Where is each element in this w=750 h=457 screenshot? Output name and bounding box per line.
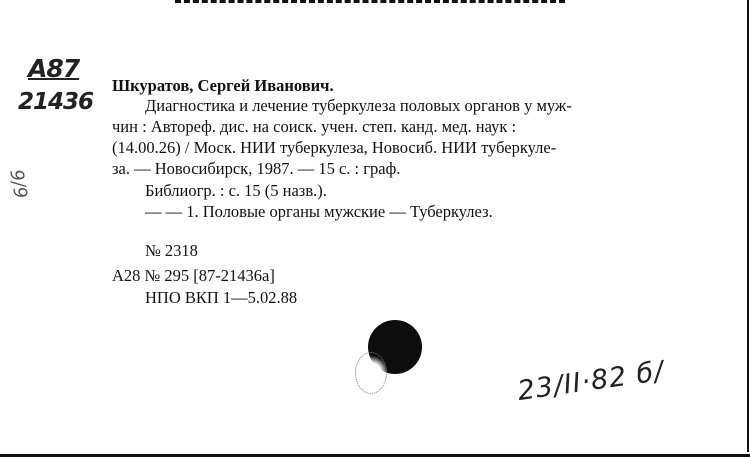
handwritten-date-signature: 23/II·82 б/ <box>515 355 667 407</box>
entry-reference-line: НПО ВКП 1—5.02.88 <box>145 288 298 307</box>
entry-subject-line: — — 1. Половые органы мужские — Туберкулез. <box>145 202 493 221</box>
entry-title-line: чин : Автореф. дис. на соиск. учен. степ. канд. мед. наук : <box>112 117 517 136</box>
handwritten-shelf-mark: A87 <box>28 54 80 83</box>
entry-publication-line: за. — Новосибирск, 1987. — 15 с. : граф. <box>112 159 401 178</box>
punch-hole-mark <box>355 352 387 394</box>
entry-number: № 2318 <box>145 241 198 260</box>
entry-title-line: Диагностика и лечение туберкулеза половых органов у муж- <box>145 96 572 115</box>
handwritten-side-mark: 9/9 <box>5 168 32 201</box>
entry-bibliography-line: Библиогр. : с. 15 (5 назв.). <box>145 181 327 200</box>
right-card-edge <box>747 0 749 452</box>
top-dashed-border <box>175 0 565 7</box>
handwritten-accession-number: 21436 <box>18 89 94 115</box>
entry-reference-line: А28 № 295 [87-21436а] <box>112 266 275 285</box>
entry-title-line: (14.00.26) / Моск. НИИ туберкулеза, Новосиб. НИИ туберкуле- <box>112 138 557 157</box>
entry-author: Шкуратов, Сергей Иванович. <box>112 76 334 95</box>
